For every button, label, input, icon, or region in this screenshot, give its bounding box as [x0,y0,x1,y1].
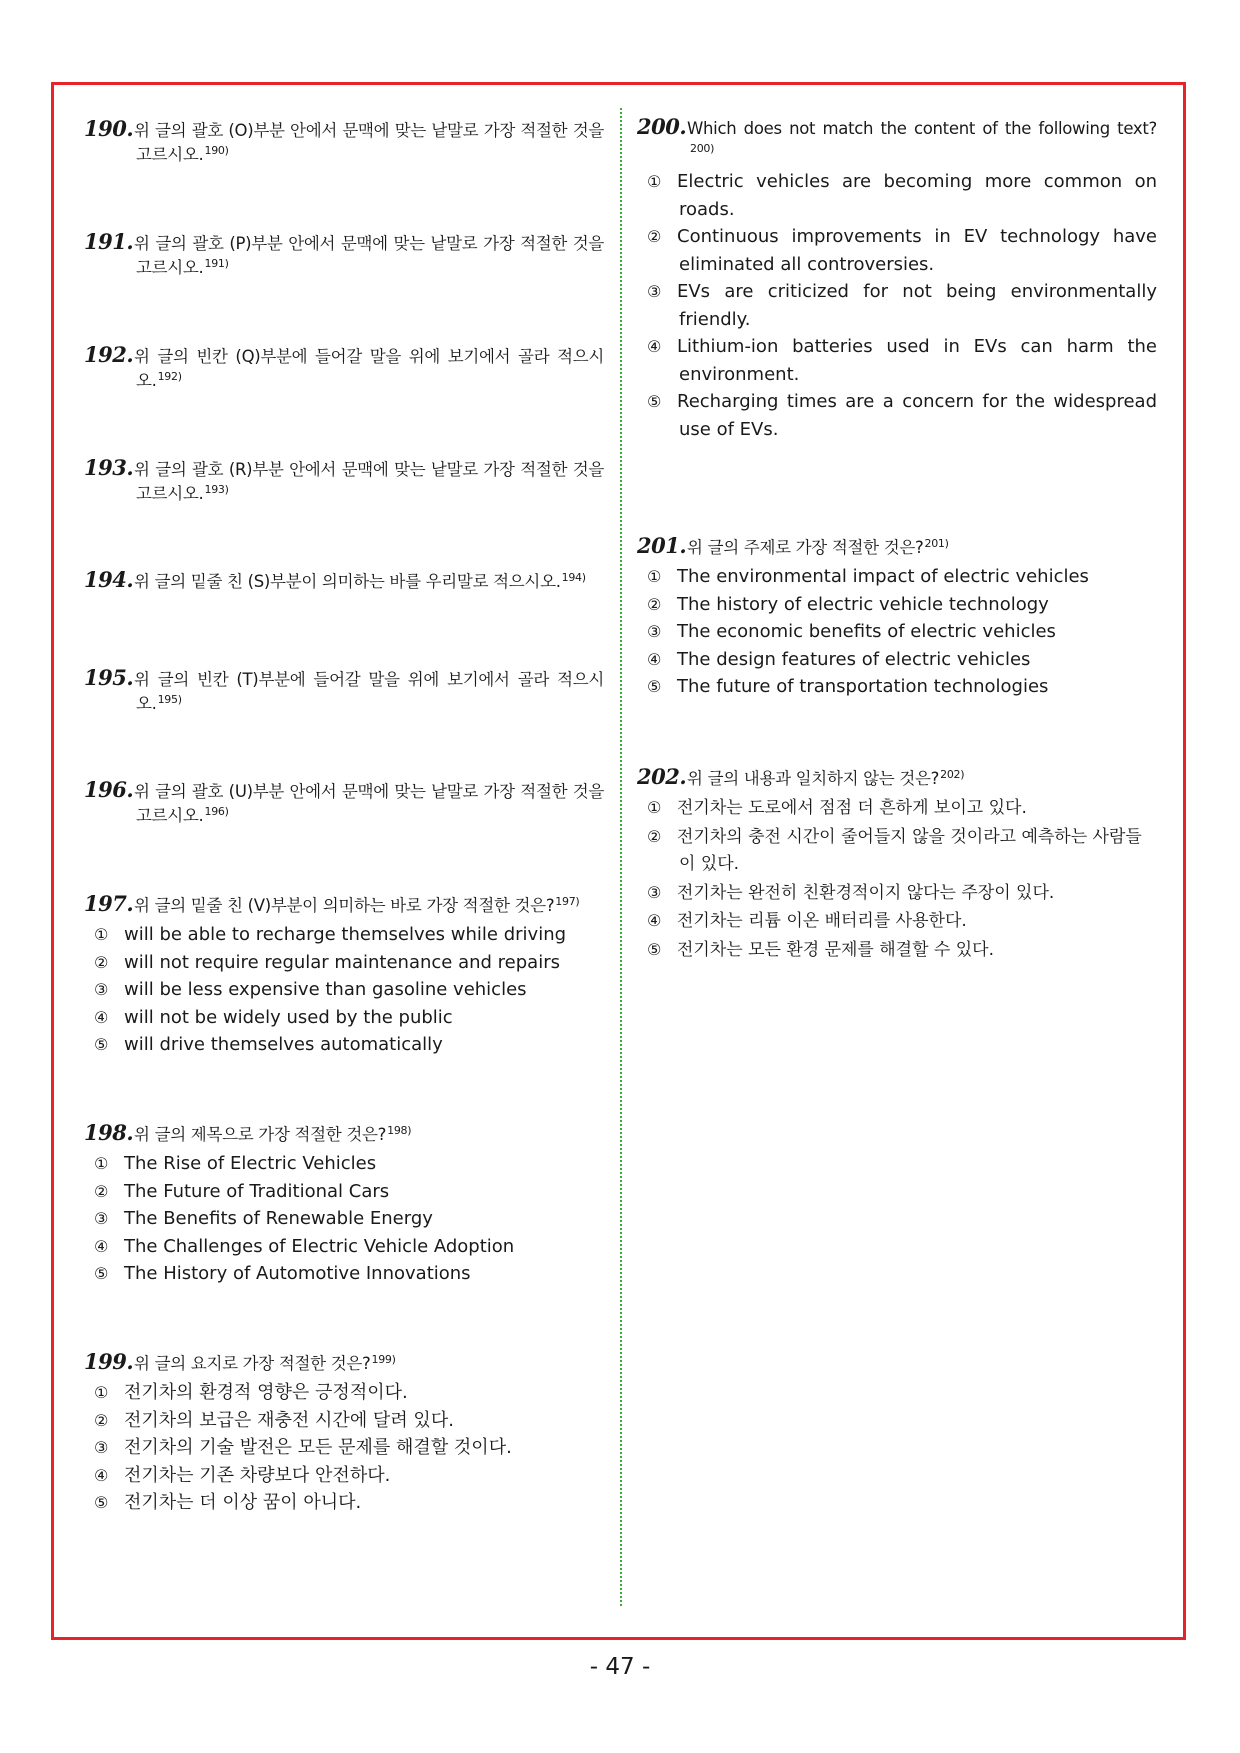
answer-option[interactable] [84,1178,604,1206]
question-stem [84,456,604,506]
option-text: The Rise of Electric Vehicles [124,1153,377,1174]
option-marker: ⑤ [94,1493,109,1512]
footnote-ref: 193) [204,482,229,496]
option-marker: ⑤ [647,392,662,411]
question-text: Which does not match the content of the following text? [687,119,1157,138]
option-text: The Benefits of Renewable Energy [124,1208,433,1229]
option-marker: ④ [94,1007,109,1027]
footnote-ref: 190) [204,143,229,157]
option-text: The Challenges of Electric Vehicle Adoption [124,1235,515,1257]
answer-option[interactable] [637,388,1157,443]
option-marker: ③ [94,1209,109,1228]
question-text: 위 글의 밑줄 친 (V)부분이 의미하는 바로 가장 적절한 것은? [134,896,555,915]
answer-option[interactable] [84,1031,604,1059]
option-text: The design features of electric vehicles [677,648,1031,670]
answer-option[interactable] [637,333,1157,388]
option-marker: ① [647,567,662,586]
question-text: 위 글의 괄호 (R)부분 안에서 문맥에 맞는 낱말로 가장 적절한 것을 고르시오. [134,460,604,503]
option-text: 전기차의 충전 시간이 줄어들지 않을 것이라고 예측하는 사람들이 있다. [677,826,1142,874]
option-marker: ③ [94,980,109,999]
option-text: The economic benefits of electric vehicles [677,621,1056,642]
answer-option[interactable] [84,1260,604,1288]
answer-option[interactable] [637,879,1157,908]
question-192 [84,343,604,393]
question-number: 197. [84,891,134,916]
question-194 [84,568,604,594]
option-text: 전기차는 리튬 이온 배터리를 사용한다. [677,911,967,931]
option-text: The Future of Traditional Cars [124,1180,390,1202]
answer-option[interactable] [84,1462,604,1490]
answer-option[interactable] [637,563,1157,591]
answer-option[interactable] [637,673,1157,701]
option-marker: ② [647,826,662,846]
option-text: 전기차의 환경적 영향은 긍정적이다. [124,1382,408,1403]
option-marker: ② [94,952,109,972]
footnote-ref: 201) [924,536,949,550]
option-text: will be able to recharge themselves while driving [124,924,567,945]
option-marker: ③ [647,282,662,301]
option-text: will drive themselves automatically [124,1034,443,1055]
question-number: 198. [84,1120,134,1145]
option-text: 전기차는 도로에서 점점 더 흔하게 보이고 있다. [677,798,1027,818]
question-stem [84,568,604,594]
option-text: 전기차는 모든 환경 문제를 해결할 수 있다. [677,939,995,960]
question-196 [84,778,604,828]
option-marker: ① [647,798,662,817]
option-marker: ⑤ [94,1035,109,1054]
option-marker: ④ [94,1465,109,1485]
question-199 [84,1350,604,1517]
option-marker: ④ [647,911,662,930]
answer-option[interactable] [84,1004,604,1032]
footnote-ref: 192) [157,369,182,383]
answer-option[interactable] [84,976,604,1004]
question-193 [84,456,604,506]
question-stem [637,534,1157,560]
question-191 [84,230,604,280]
option-text: 전기차는 더 이상 꿈이 아니다. [124,1492,362,1513]
footnote-ref: 196) [204,804,229,818]
question-number: 196. [84,777,134,802]
question-198 [84,1121,604,1288]
option-marker: ③ [647,882,662,902]
option-marker: ⑤ [647,677,662,696]
option-marker: ⑤ [647,939,662,959]
option-text: The future of transportation technologies [677,676,1049,697]
answer-option[interactable] [637,646,1157,674]
question-195 [84,666,604,716]
option-text: Continuous improvements in EV technology have eliminated all controversies. [677,226,1157,275]
answer-options [637,794,1157,964]
answer-option[interactable] [84,1489,604,1517]
answer-option[interactable] [637,278,1157,333]
answer-option[interactable] [84,949,604,977]
answer-option[interactable] [84,1379,604,1407]
option-marker: ② [94,1181,109,1201]
option-text: The history of electric vehicle technology [677,593,1049,615]
question-stem [637,115,1157,165]
answer-option[interactable] [637,907,1157,936]
option-text: 전기차는 완전히 친환경적이지 않다는 주장이 있다. [677,882,1055,903]
answer-options [84,921,604,1059]
footnote-ref: 191) [204,256,229,270]
option-marker: ① [647,172,662,191]
answer-option[interactable] [84,1434,604,1462]
question-190 [84,117,604,167]
answer-option[interactable] [637,618,1157,646]
footnote-ref: 199) [371,1352,396,1366]
question-stem [84,892,604,918]
answer-option[interactable] [637,794,1157,823]
question-197 [84,892,604,1059]
option-text: The History of Automotive Innovations [124,1263,471,1284]
footnote-ref: 198) [387,1123,412,1137]
option-text: Recharging times are a concern for the widespread use of EVs. [677,391,1157,440]
option-text: will not be widely used by the public [124,1006,453,1028]
footnote-ref: 194) [561,570,586,584]
question-number: 202. [637,764,687,789]
option-marker: ③ [647,622,662,641]
question-text: 위 글의 요지로 가장 적절한 것은? [134,1354,371,1373]
question-text: 위 글의 제목으로 가장 적절한 것은? [134,1125,387,1144]
question-text: 위 글의 괄호 (P)부분 안에서 문맥에 맞는 낱말로 가장 적절한 것을 고르시오. [134,234,604,277]
question-text: 위 글의 괄호 (U)부분 안에서 문맥에 맞는 낱말로 가장 적절한 것을 고르시오. [134,782,604,825]
option-marker: ① [94,1154,109,1173]
option-marker: ② [647,594,662,614]
question-stem [84,343,604,393]
question-text: 위 글의 빈칸 (Q)부분에 들어갈 말을 위에 보기에서 골라 적으시오. [134,347,604,390]
question-text: 위 글의 빈칸 (T)부분에 들어갈 말을 위에 보기에서 골라 적으시오. [134,670,604,713]
question-stem [84,230,604,280]
question-stem [84,1350,604,1376]
question-text: 위 글의 내용과 일치하지 않는 것은? [687,769,940,788]
answer-option[interactable] [84,1150,604,1178]
question-number: 200. [637,114,687,139]
answer-option[interactable] [637,223,1157,278]
question-number: 192. [84,342,134,367]
option-marker: ② [94,1410,109,1430]
option-marker: ⑤ [94,1264,109,1283]
page-number: - 47 - [589,1654,651,1680]
answer-options [637,563,1157,701]
option-marker: ④ [647,337,662,356]
question-stem [84,117,604,167]
option-marker: ④ [647,649,662,669]
option-marker: ② [647,227,662,246]
option-text: 전기차의 보급은 재충전 시간에 달려 있다. [124,1409,454,1431]
answer-option[interactable] [84,1407,604,1435]
option-text: 전기차의 기술 발전은 모든 문제를 해결할 것이다. [124,1437,512,1458]
option-text: The environmental impact of electric vehicles [677,566,1089,587]
option-text: Lithium-ion batteries used in EVs can harm the environment. [677,336,1157,385]
answer-option[interactable] [84,921,604,949]
option-marker: ④ [94,1236,109,1256]
question-stem [84,666,604,716]
question-text: 위 글의 밑줄 친 (S)부분이 의미하는 바를 우리말로 적으시오. [134,572,561,591]
question-number: 190. [84,116,134,141]
question-number: 201. [637,533,687,558]
answer-option[interactable] [637,823,1157,879]
option-marker: ③ [94,1438,109,1457]
answer-options [84,1379,604,1517]
question-number: 193. [84,455,134,480]
column-divider [620,108,622,1606]
option-text: EVs are criticized for not being environmentally friendly. [677,281,1157,330]
question-stem [637,765,1157,791]
question-202 [637,765,1157,964]
question-200 [637,115,1157,443]
option-text: 전기차는 기존 차량보다 안전하다. [124,1464,391,1486]
option-text: Electric vehicles are becoming more common on roads. [677,171,1157,220]
footnote-ref: 200) [690,141,715,155]
question-stem [84,778,604,828]
question-text: 위 글의 주제로 가장 적절한 것은? [687,538,924,557]
option-text: will not require regular maintenance and repairs [124,951,560,973]
footnote-ref: 197) [555,894,580,908]
answer-options [84,1150,604,1288]
footnote-ref: 195) [157,692,182,706]
question-number: 191. [84,229,134,254]
question-number: 194. [84,567,134,592]
option-text: will be less expensive than gasoline vehicles [124,979,527,1000]
answer-option[interactable] [637,936,1157,965]
footnote-ref: 202) [940,767,965,781]
question-201 [637,534,1157,701]
option-marker: ① [94,1383,109,1402]
question-text: 위 글의 괄호 (O)부분 안에서 문맥에 맞는 낱말로 가장 적절한 것을 고르시오. [134,121,604,164]
answer-option[interactable] [84,1233,604,1261]
question-number: 195. [84,665,134,690]
answer-options [637,168,1157,443]
question-number: 199. [84,1349,134,1374]
answer-option[interactable] [637,168,1157,223]
option-marker: ① [94,925,109,944]
answer-option[interactable] [84,1205,604,1233]
answer-option[interactable] [637,591,1157,619]
question-stem [84,1121,604,1147]
